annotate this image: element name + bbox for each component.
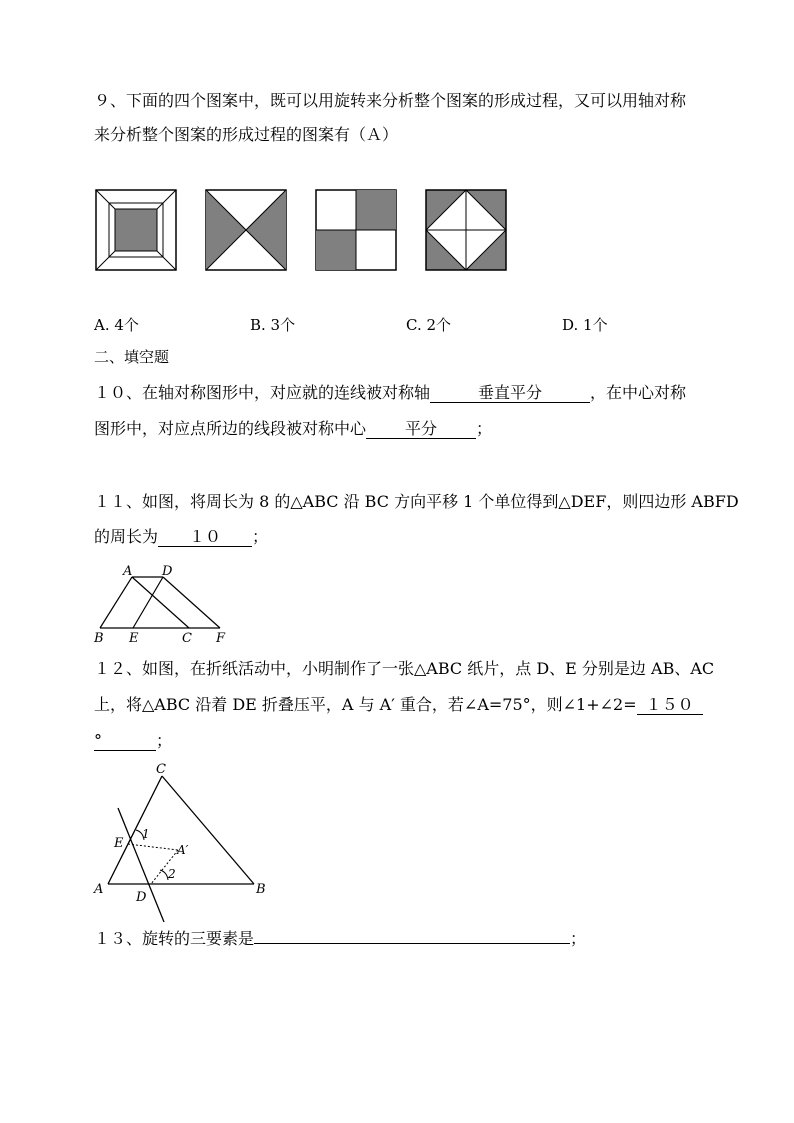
q13-line <box>94 928 586 950</box>
section-title: 二、填空题 <box>94 348 170 366</box>
q12-label-a: A <box>94 882 104 897</box>
q12-label-2: 2 <box>168 867 176 881</box>
q10-text2: ，在中心对称 <box>590 383 687 402</box>
figure-3 <box>316 190 396 270</box>
q12-degree: ° <box>94 732 156 751</box>
q11-line1: １１、如图，将周长为 8 的△ABC 沿 BC 方向平移 1 个单位得到△DEF，则四边形 ABFD <box>94 492 739 511</box>
q12-line3 <box>94 730 172 752</box>
option-b: B. 3个 <box>250 316 296 334</box>
q10-answer1: 垂直平分 <box>430 384 590 403</box>
q11-figure <box>90 562 240 646</box>
q9-figures <box>94 188 514 272</box>
option-c: C. 2个 <box>406 316 452 334</box>
q11-line2 <box>94 526 268 548</box>
q12-figure <box>88 760 268 922</box>
q12-label-c: C <box>156 762 166 777</box>
option-d: D. 1个 <box>562 316 608 334</box>
q12-text: 上，将△ABC 沿着 DE 折叠压平，A 与 A′ 重合，若∠A=75°，则∠1+∠2= <box>94 695 637 714</box>
option-a: A. 4个 <box>94 316 139 334</box>
q9-line1: ９、下面的四个图案中，既可以用旋转来分析整个图案的形成过程，又可以用轴对称 <box>94 91 687 110</box>
q12-label-aprime: A′ <box>177 843 189 857</box>
q11-label-b: B <box>94 631 104 646</box>
q12-label-1: 1 <box>142 827 150 841</box>
q10-line1 <box>94 382 686 404</box>
q11-text: 的周长为 <box>94 527 159 546</box>
q11-label-a: A <box>123 564 133 579</box>
q11-answer: １０ <box>158 528 252 547</box>
q10-answer2: 平分 <box>366 420 476 439</box>
q10-text1: １０、在轴对称图形中，对应就的连线被对称轴 <box>94 383 431 402</box>
q11-end: ； <box>252 527 269 546</box>
q13-end: ； <box>570 929 587 948</box>
q10-text4: ； <box>476 419 493 438</box>
q12-answer: １５０ <box>637 696 703 715</box>
q13-text: １３、旋转的三要素是 <box>94 929 255 948</box>
q11-label-c: C <box>182 631 192 646</box>
q12-label-b: B <box>256 882 266 897</box>
figure-1 <box>96 190 176 270</box>
q11-label-d: D <box>162 564 173 579</box>
q12-line1: １２、如图，在折纸活动中，小明制作了一张△ABC 纸片，点 D、E 分别是边 AB、AC <box>94 659 715 678</box>
q12-label-d: D <box>136 890 147 905</box>
q9-options <box>94 314 654 336</box>
q13-blank <box>254 943 570 944</box>
q11-label-e: E <box>129 631 139 646</box>
figure-2 <box>206 190 286 270</box>
q10-line2 <box>94 418 492 440</box>
q12-label-e: E <box>114 836 124 851</box>
q12-line2 <box>94 694 703 716</box>
q9-line2: 来分析整个图案的形成过程的图案有（Ａ） <box>94 125 399 144</box>
q11-label-f: F <box>216 631 226 646</box>
q12-end: ； <box>156 731 173 750</box>
q10-text3: 图形中，对应点所边的线段被对称中心 <box>94 419 367 438</box>
figure-4 <box>426 190 506 270</box>
